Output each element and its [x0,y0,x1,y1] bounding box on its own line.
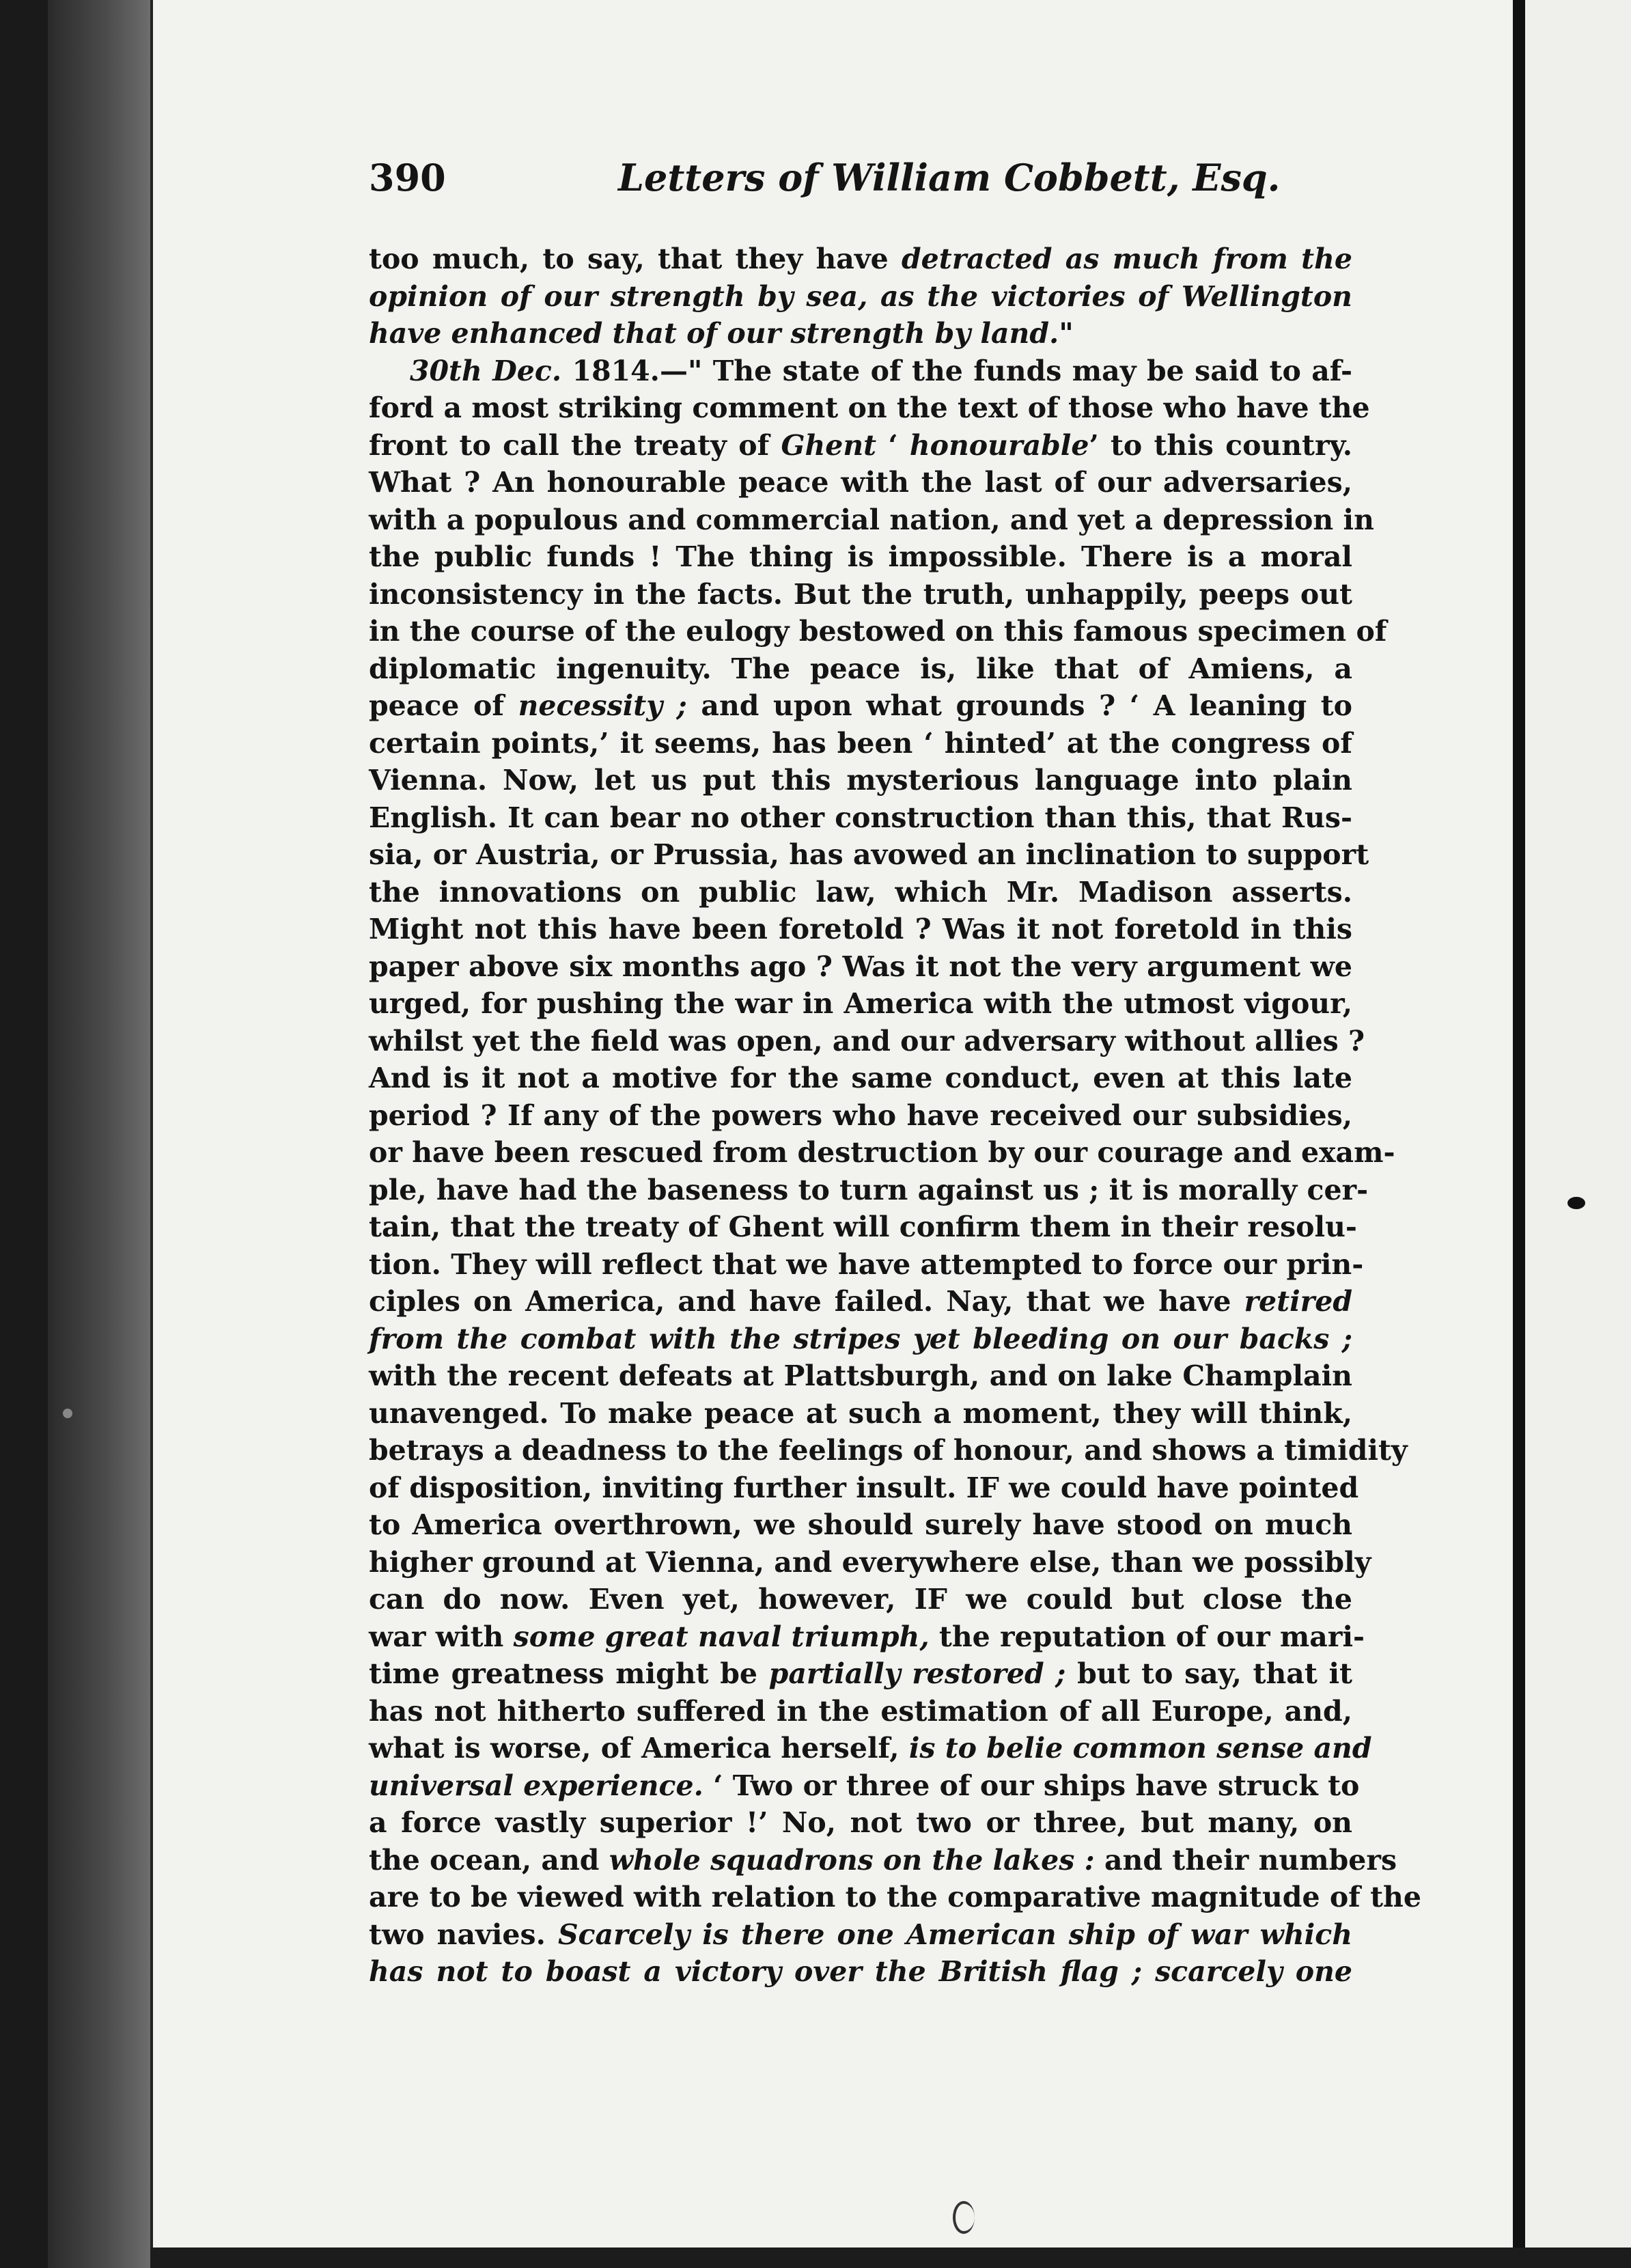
italic-run: have enhanced that of our strength by land. [369,317,1059,350]
text-line [369,464,1352,501]
text-line [369,501,1374,539]
text-run: higher ground at Vienna, and everywhere else, than we possibly [369,1545,1371,1579]
text-line [369,1916,1352,1954]
text-line [369,613,1387,650]
text-run: whilst yet the field was open, and our adversary without allies ? [369,1024,1365,1057]
scanner-left-border [0,0,48,2268]
text-run: tain, that the treaty of Ghent will confirm them in their resolu- [369,1211,1357,1243]
ink-speck [63,1409,72,1418]
text-line [369,352,1352,390]
text-run: the innovations on public law, which Mr. Madison asserts. [369,875,1352,909]
text-line [369,1544,1371,1581]
italic-run: universal experience. [369,1769,703,1802]
text-run: with the recent defeats at Plattsburgh, and on lake Champlain [369,1359,1352,1392]
text-run: but to say, that it [1065,1657,1352,1690]
text-run: 1814.—" The state of the funds may be said to af- [561,354,1352,387]
text-run: Might not this have been foretold ? Was it not foretold in this [369,913,1352,945]
text-run: period ? If any of the powers who have received our subsidies, [369,1098,1352,1132]
text-run: or have been rescued from destruction by our courage and exam- [369,1136,1395,1169]
italic-run: retired [1244,1285,1352,1318]
text-run: ford a most striking comment on the text of those who have the [369,391,1370,424]
text-run: ’ to this country. [1089,428,1352,462]
text-run: English. It can bear no other construction than this, that Rus- [369,801,1352,834]
text-line [369,1060,1352,1097]
italic-run: from the combat with the stripes yet bleeding on our backs ; [369,1322,1352,1355]
text-line [369,687,1352,725]
text-run: time greatness might be [369,1657,769,1690]
text-run: two navies. [369,1918,558,1951]
italic-run: Scarcely is there one American ship of war which [557,1918,1353,1951]
ink-speck [953,2201,975,2234]
text-run: urged, for pushing the war in America with the utmost vigour, [369,987,1352,1020]
text-run: peace of [369,689,518,722]
text-line [369,1172,1369,1209]
scanner-bottom-border [150,2248,1631,2268]
italic-run: detracted as much from the [902,243,1352,275]
body-text [369,240,1421,1991]
text-run: Vienna. Now, let us put this mysterious language into plain [369,764,1352,797]
text-line [369,725,1352,762]
text-run: diplomatic ingenuity. The peace is, like that of Amiens, a [369,652,1352,685]
text-run: are to be viewed with relation to the comparative magnitude of the [369,1881,1421,1913]
text-line [369,874,1352,911]
text-line [369,1432,1408,1469]
text-run: and their numbers [1094,1843,1397,1877]
text-line [369,1618,1365,1656]
italic-run: partially restored ; [768,1657,1066,1690]
italic-run: whole squadrons on the lakes : [609,1843,1095,1877]
text-line [369,1879,1421,1916]
text-run: paper above six months ago ? Was it not the very argument we [369,950,1352,983]
italic-run: honourable [909,428,1089,462]
text-run: can do now. Even yet, however, IF we could but close the [369,1583,1352,1616]
text-run: sia, or Austria, or Prussia, has avowed an inclination to support [369,838,1369,871]
text-line [369,1246,1364,1284]
text-line [369,799,1352,837]
text-line [369,836,1369,874]
text-line [369,1208,1357,1246]
italic-run: opinion of our strength by sea, as the victories of Wellington [369,279,1352,313]
text-line [369,1097,1352,1135]
text-line [369,1953,1352,1991]
text-run: the public funds ! The thing is impossible. There is a moral [369,540,1352,573]
text-run: too much, to say, that they have [369,243,902,275]
text-line [369,278,1352,316]
text-run: unavenged. To make peace at such a moment, they will think, [369,1396,1352,1430]
text-line [369,1804,1352,1842]
text-line [369,1023,1365,1060]
text-line [369,1506,1352,1544]
text-line [369,1320,1352,1358]
italic-run: some great naval triumph, [513,1620,930,1653]
italic-run: has not to boast a victory over the British flag ; scarcely one [369,1955,1352,1988]
text-line [369,389,1370,427]
text-run: a force vastly superior !’ No, not two or three, but many, on [369,1806,1352,1839]
page-gutter [1513,0,1525,2268]
text-run: ‘ [876,428,910,462]
text-line [369,762,1352,799]
text-line [369,1395,1352,1433]
facing-page-edge [1525,0,1631,2268]
text-run: inconsistency in the facts. But the truth, unhappily, peeps out [369,577,1352,611]
book-spine-shadow [48,0,150,2268]
text-line [369,1469,1359,1507]
text-line [369,1134,1395,1172]
text-run: and upon what grounds ? ‘ A leaning to [686,689,1353,722]
italic-run: necessity ; [518,689,687,722]
text-run: ciples on America, and have failed. Nay, that we have [369,1285,1244,1318]
text-run: And is it not a motive for the same conduct, even at this late [369,1062,1352,1094]
text-run: ‘ Two or three of our ships have struck to [703,1769,1360,1802]
text-line [369,1767,1360,1805]
text-run: with a populous and commercial nation, and yet a depression in [369,503,1374,536]
text-line [369,538,1352,576]
text-run: the reputation of our mari- [929,1620,1365,1653]
text-run: " [1059,317,1074,350]
text-run: tion. They will reflect that we have attempted to force our prin- [369,1247,1364,1281]
text-run: front to call the treaty of [369,428,781,462]
ink-speck [1567,1197,1585,1209]
text-run: to America overthrown, we should surely have stood on much [369,1508,1352,1541]
text-line [369,315,1352,352]
text-line [369,1693,1352,1730]
text-line [369,1357,1352,1395]
text-line [369,650,1352,688]
running-head: Letters of William Cobbett, Esq. [618,156,1281,199]
text-run: has not hitherto suffered in the estimation of all Europe, and, [369,1694,1352,1728]
text-run: certain points,’ it seems, has been ‘ hinted’ at the congress of [369,726,1352,760]
text-run: betrays a deadness to the feelings of honour, and shows a timidity [369,1434,1408,1467]
text-line [369,1730,1372,1767]
text-run: what is worse, of America herself, [369,1732,909,1765]
text-line [369,948,1352,986]
text-run: of disposition, inviting further insult. IF we could have pointed [369,1471,1359,1504]
text-line [369,1655,1352,1693]
page-header [369,156,1281,217]
page-number: 390 [369,156,446,199]
italic-run: Ghent [781,428,877,462]
text-run: war with [369,1620,514,1653]
text-line [369,1283,1352,1320]
text-line [369,985,1352,1023]
text-line [369,240,1352,278]
text-line [369,576,1352,613]
text-run: the ocean, and [369,1843,609,1877]
text-line [369,427,1352,465]
text-run: What ? An honourable peace with the last of our adversaries, [369,466,1352,499]
italic-run: 30th Dec. [410,354,562,387]
italic-run: is to belie common sense and [908,1732,1372,1765]
text-line [369,1581,1352,1618]
text-run: ple, have had the baseness to turn against us ; it is morally cer- [369,1173,1369,1206]
text-line [369,911,1352,948]
text-run: in the course of the eulogy bestowed on this famous specimen of [369,615,1387,648]
text-line [369,1842,1397,1879]
